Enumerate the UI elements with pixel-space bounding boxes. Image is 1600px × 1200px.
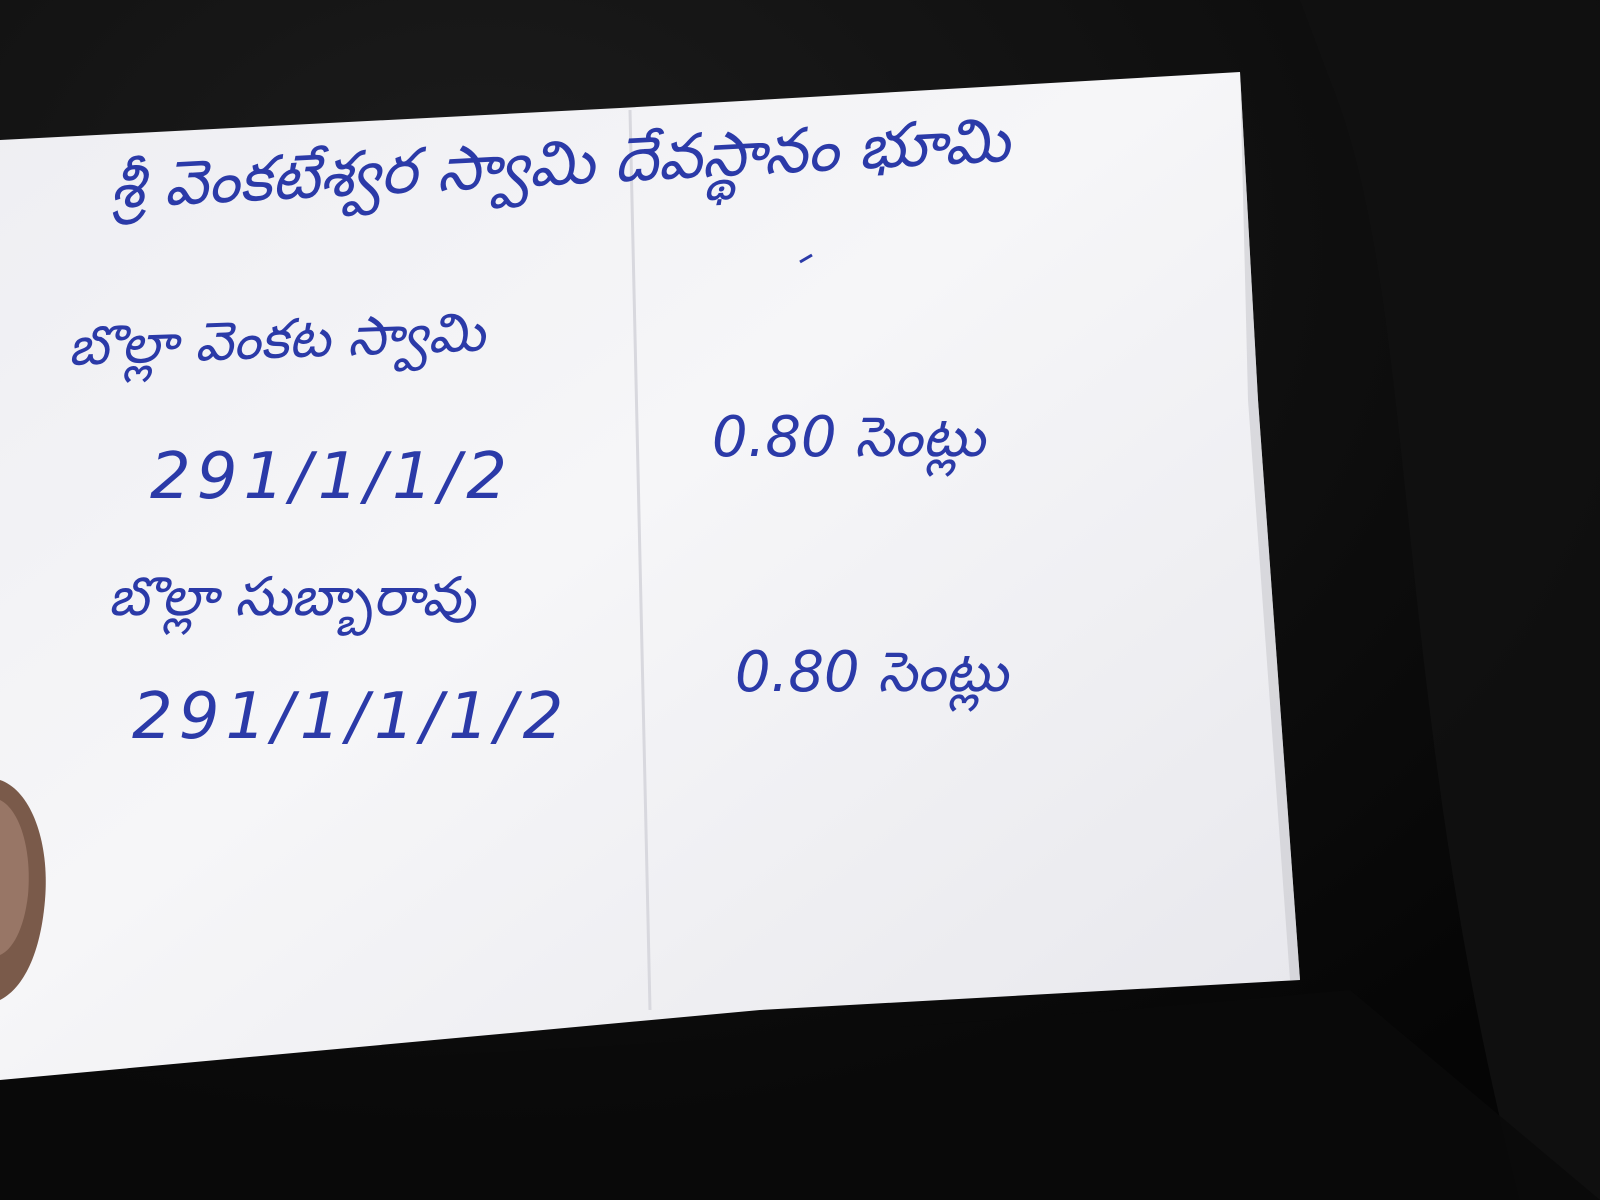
note-title: శ్రీ వెంకటేశ్వర స్వామి దేవస్థానం భూమి: [107, 102, 1012, 223]
entry-extent-1: 0.80 సెంట్లు: [712, 405, 985, 470]
entry-owner-1: బొల్లా వెంకట స్వామి: [66, 300, 486, 378]
entry-owner-2: బొల్లా సుబ్బారావు: [108, 565, 476, 628]
entry-survey-number-1: 291/1/1/2: [150, 440, 513, 514]
entry-extent-2: 0.80 సెంట్లు: [735, 640, 1008, 705]
entry-survey-number-2: 291/1/1/1/2: [132, 680, 570, 754]
